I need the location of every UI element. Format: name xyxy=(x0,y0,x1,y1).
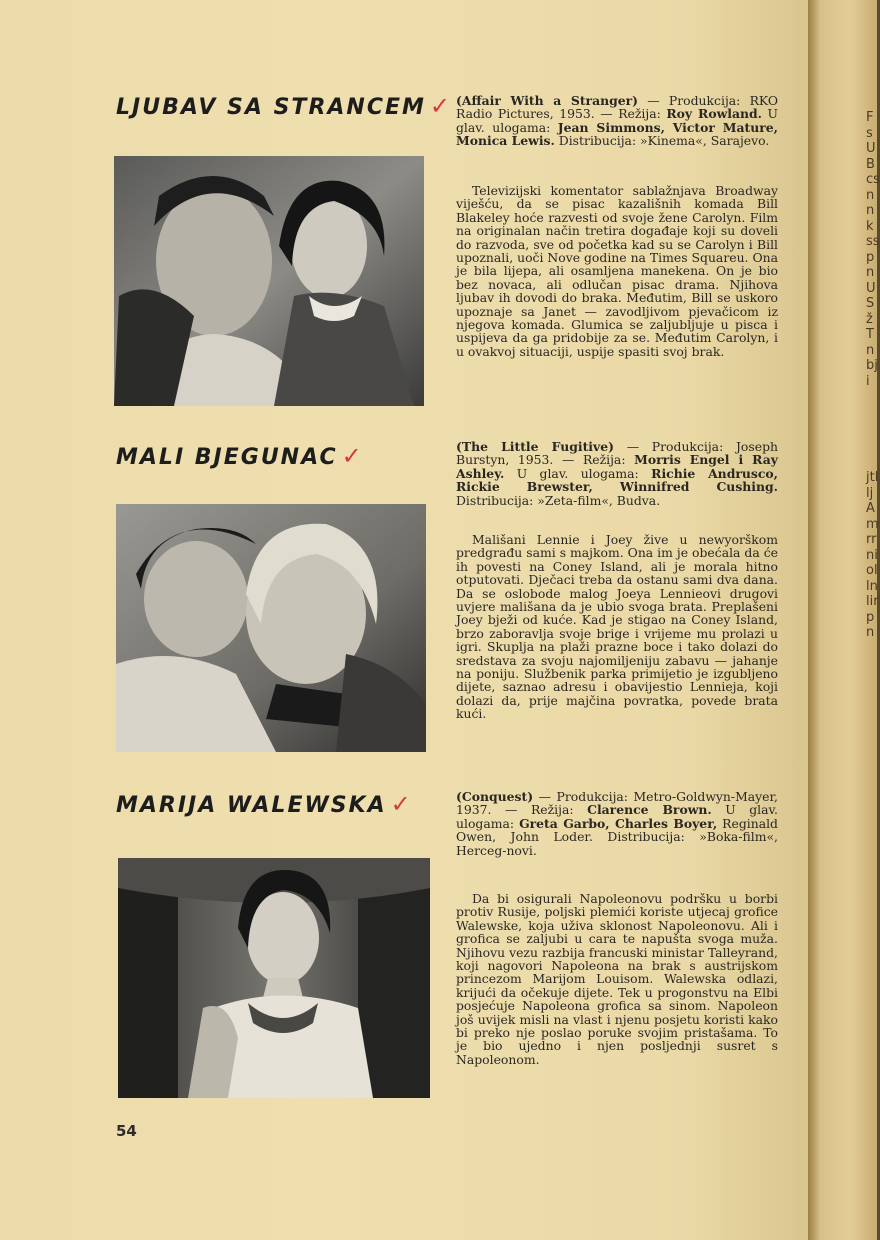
check-mark-icon: ✓ xyxy=(390,790,413,818)
original-title: (Conquest) xyxy=(456,789,534,804)
credits-text: — Produkcija: RKO Radio Pictures, 1953. — Režija: xyxy=(456,93,778,122)
adjacent-page-text-fragment: jtlljAmrrniollnlirpn xyxy=(866,470,879,640)
original-title: (Affair With a Stranger) xyxy=(456,93,639,108)
film-still-two-boys-image xyxy=(116,504,426,752)
film-credits-1 xyxy=(456,94,778,148)
director-names: Clarence Brown. xyxy=(587,802,712,818)
film-title-text: MALI BJEGUNAC xyxy=(116,445,338,470)
film-still-2 xyxy=(116,504,426,752)
film-title-text: LJUBAV SA STRANCEM xyxy=(116,95,426,120)
original-title: (The Little Fugitive) xyxy=(456,439,614,454)
film-summary-1: Televizijski komentator sablažnjava Broadway viješću, da se pisac kazališnih komada Bill Blakeley hoće razvesti od svoje žene Carolyn. Film na originalan način tretira događaje koji su doveli do razvoda, sve od početka kad su se Carolyn i Bill upoznali, uoči Nove godine na Times Squareu. Ona je bila lijepa, ali osamljena manekena. On je bio bez novaca, ali odlučan pisac drama. Njihova ljubav ih dovodi do braka. Međutim, Bill se uskoro upoznaje sa Janet — zavodljivom pjevačicom iz njegova komada. Glumica se zaljubljuje u pisca i uspijeva da ga pridobije za se. Međutim Carolyn, i u ovakvoj situaciji, uspije spasiti svoj brak. xyxy=(456,183,778,359)
cast-names: Richie Andrusco, Rickie Brewster, Winnifred Cushing. xyxy=(456,465,778,495)
page-number: 54 xyxy=(116,1122,137,1140)
credits-text: U glav. ulogama: xyxy=(456,106,778,135)
credits-text: Distribucija: »Zeta-film«, Budva. xyxy=(456,492,661,508)
director-names: Morris Engel i Ray Ashley. xyxy=(456,452,778,481)
check-mark-icon: ✓ xyxy=(429,92,452,120)
film-title-1 xyxy=(116,92,452,120)
credits-text: U glav. ulogama: xyxy=(456,802,778,831)
film-title-3 xyxy=(116,790,413,818)
director-names: Roy Rowland. xyxy=(666,106,762,122)
film-summary-2: Mališani Lennie i Joey žive u newyorškom predgrađu sami s majkom. Ona im je obećala da će ih povesti na Coney Island, ali je morala hitno otputovati. Dječaci treba da ostanu sami dva dana. Da se oslobode malog Joeya Lennieovi drugovi uvjere mališana da je ubio svoga brata. Preplašeni Joey bježi od kuće. Kad je stigao na Coney Island, brzo zaboravlja svoje brige i vrijeme mu prolazi u igri. Skuplja na plaži prazne boce i tako dolazi do sredstava za svoju najomiljeniju zabavu — jahanje na poniju. Službenik parka primijetio je izgubljeno dijete, saznao adresu i obavijestio Lennieja, koji dolazi da, prije majčina povratka, povede brata kući. xyxy=(456,532,778,722)
film-credits-2 xyxy=(456,440,778,507)
film-title-text: MARIJA WALEWSKA xyxy=(116,793,387,818)
film-still-1 xyxy=(114,156,424,406)
adjacent-page-text-fragment: FsUBcsnnksspnUSžTnbji xyxy=(866,110,880,389)
film-still-couple-image xyxy=(114,156,424,406)
film-title-2 xyxy=(116,442,364,470)
cast-names: Greta Garbo, Charles Boyer, xyxy=(519,815,718,831)
credits-text: Distribucija: »Kinema«, Sarajevo. xyxy=(554,133,770,149)
check-mark-icon: ✓ xyxy=(341,442,364,470)
credits-text: — Produkcija: Joseph Burstyn, 1953. — Režija: xyxy=(456,439,778,468)
credits-text: Reginald Owen, John Loder. Distribucija: »Boka-film«, Herceg-novi. xyxy=(456,815,778,858)
film-still-woman-in-gown-image xyxy=(118,858,430,1098)
adjacent-page-edge xyxy=(808,0,880,1240)
film-credits-3 xyxy=(456,790,778,857)
credits-text: — Produkcija: Metro-Goldwyn-Mayer, 1937. — Režija: xyxy=(456,789,778,818)
film-summary-3: Da bi osigurali Napoleonovu podršku u borbi protiv Rusije, poljski plemići koriste utjecaj grofice Walewske, koja uživa sklonost Napoleonovu. Ali i grofica se zaljubi u cara te napušta svoga muža. Njihovu vezu razbija francuski ministar Talleyrand, koji nagovori Napoleona na brak s austrijskom princezom Marijom Louisom. Walewska odlazi, krijući da očekuje dijete. Tek u progonstvu na Elbi posjećuje Napoleona grofica sa sinom. Napoleon još uvijek misli na vlast i njenu posjetu koristi kako bi preko nje poslao poruke svojim pristašama. To je bio ujedno i njen posljednji susret s Napoleonom. xyxy=(456,891,778,1067)
cast-names: Jean Simmons, Victor Mature, Monica Lewis. xyxy=(456,119,778,149)
credits-text: U glav. ulogama: xyxy=(504,465,652,481)
film-still-3 xyxy=(118,858,430,1098)
